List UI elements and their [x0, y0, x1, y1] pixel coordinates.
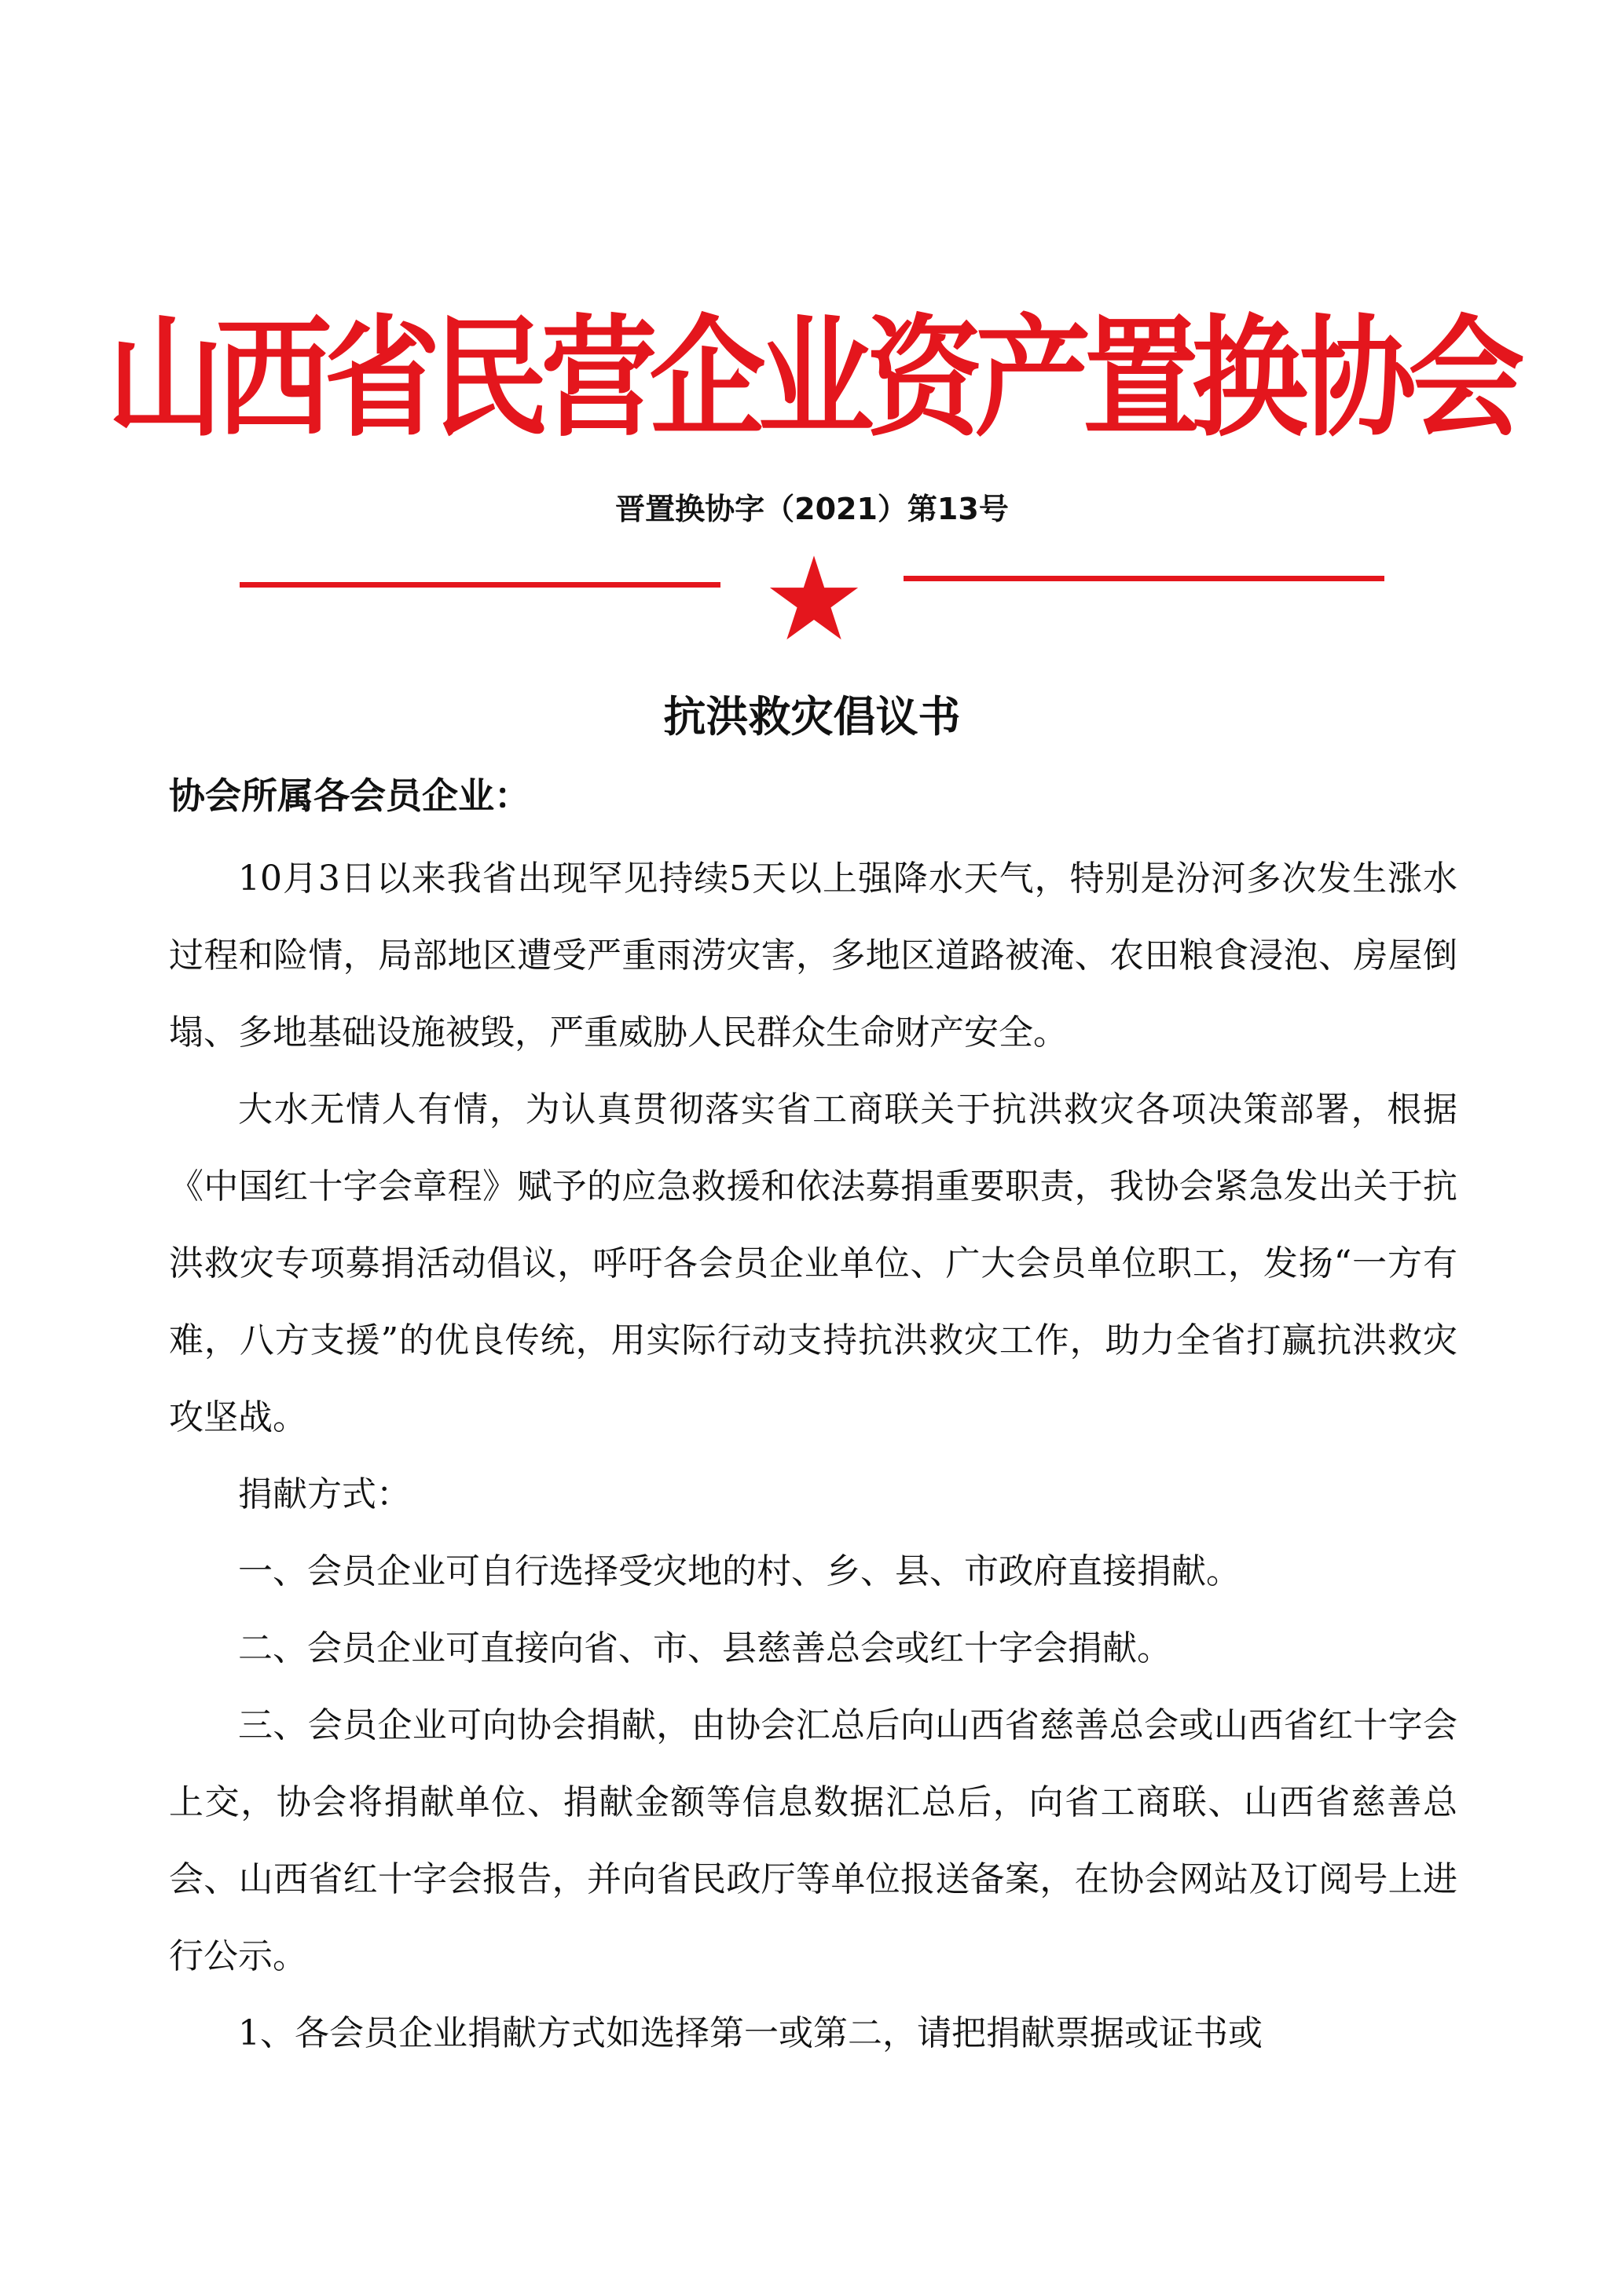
paragraph-note-one: 1、各会员企业捐献方式如选择第一或第二，请把捐献票据或证书或	[238, 2013, 1263, 2053]
paragraph-appeal: 大水无情人有情，为认真贯彻落实省工商联关于抗洪救灾各项决策部署，根据《中国红十字会章程》赋予的应急救援和依法募捐重要职责，我协会紧急发出关于抗洪救灾专项募捐活动倡议，呼吁各会员企业单位、广大会员单位职工，发扬“一方有难，八方支援”的优良传统，用实际行动支持抗洪救灾工作，助力全省打赢抗洪救灾攻坚战。	[169, 1089, 1457, 1437]
document-body	[169, 840, 1457, 2072]
paragraph-method-one: 一、会员企业可自行选择受灾地的村、乡、县、市政府直接捐献。	[238, 1551, 1241, 1591]
document-subject: 抗洪救灾倡议书	[663, 692, 961, 742]
paragraph-donation-methods-heading: 捐献方式：	[238, 1474, 411, 1514]
salutation: 协会所属各会员企业：	[169, 774, 530, 817]
red-divider-right	[904, 576, 1384, 581]
document-number: 晋置换协字（2021）第13号	[615, 492, 1009, 526]
paragraph-method-two: 二、会员企业可直接向省、市、县慈善总会或红十字会捐献。	[238, 1628, 1171, 1668]
paragraph-situation: 10月3日以来我省出现罕见持续5天以上强降水天气，特别是汾河多次发生涨水过程和险情，局部地区遭受严重雨涝灾害，多地区道路被淹、农田粮食浸泡、房屋倒塌、多地基础设施被毁，严重威胁人民群众生命财产安全。	[169, 859, 1457, 1053]
organization-title: 山西省民营企业资产置换协会	[107, 301, 1517, 455]
red-star-icon	[768, 554, 860, 642]
paragraph-method-three: 三、会员企业可向协会捐献，由协会汇总后向山西省慈善总会或山西省红十字会上交，协会将捐献单位、捐献金额等信息数据汇总后，向省工商联、山西省慈善总会、山西省红十字会报告，并向省民政厅等单位报送备案，在协会网站及订阅号上进行公示。	[169, 1705, 1457, 1976]
red-divider-left	[240, 582, 720, 588]
